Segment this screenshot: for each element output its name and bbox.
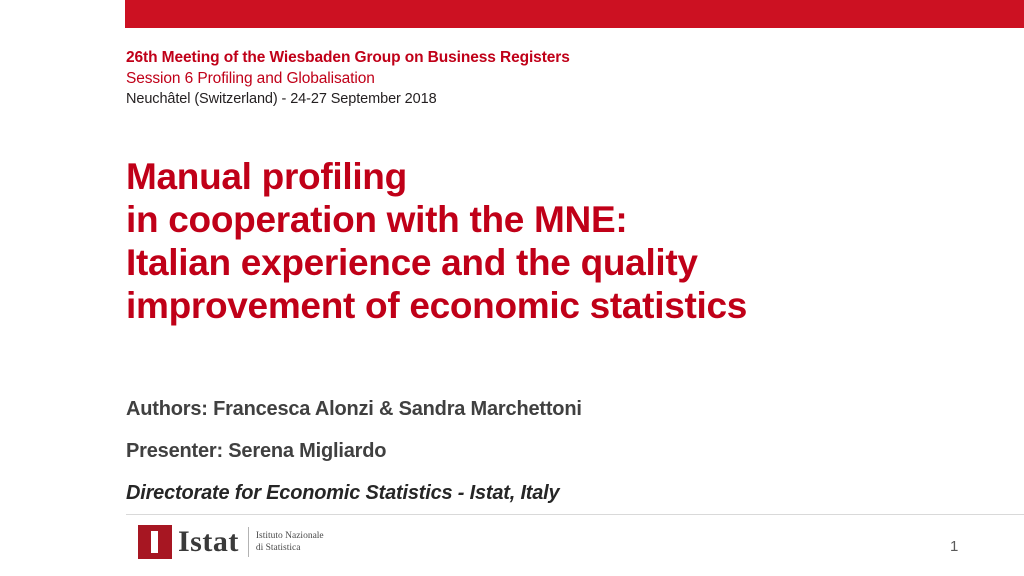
meeting-title: 26th Meeting of the Wiesbaden Group on Business Registers bbox=[126, 49, 570, 66]
page-number: 1 bbox=[950, 538, 959, 555]
logo-divider bbox=[248, 527, 249, 557]
istat-subtext-line2: di Statistica bbox=[255, 543, 301, 553]
footer-divider bbox=[126, 514, 1024, 515]
affiliation-text: Directorate for Economic Statistics - Istat, Italy bbox=[126, 482, 560, 504]
header-block bbox=[126, 47, 946, 110]
authors-text: Authors: Francesca Alonzi & Sandra Marchettoni bbox=[126, 398, 582, 420]
venue-date: Neuchâtel (Switzerland) - 24-27 September 2018 bbox=[126, 91, 437, 107]
top-accent-bar bbox=[125, 0, 1024, 28]
istat-wordmark: Istat bbox=[178, 525, 239, 558]
istat-logo bbox=[138, 522, 324, 562]
istat-logo-subtext bbox=[256, 530, 324, 554]
title-line-4: improvement of economic statistics bbox=[126, 285, 748, 326]
authors-block bbox=[126, 388, 966, 514]
page-title bbox=[126, 155, 966, 327]
session-title: Session 6 Profiling and Globalisation bbox=[126, 70, 375, 87]
title-line-2: in cooperation with the MNE: bbox=[126, 199, 628, 240]
title-line-3: Italian experience and the quality bbox=[126, 242, 698, 283]
istat-logo-mark-icon bbox=[138, 525, 172, 559]
presenter-text: Presenter: Serena Migliardo bbox=[126, 440, 387, 462]
istat-subtext-line1: Istituto Nazionale bbox=[255, 531, 324, 541]
title-line-1: Manual profiling bbox=[126, 156, 407, 197]
